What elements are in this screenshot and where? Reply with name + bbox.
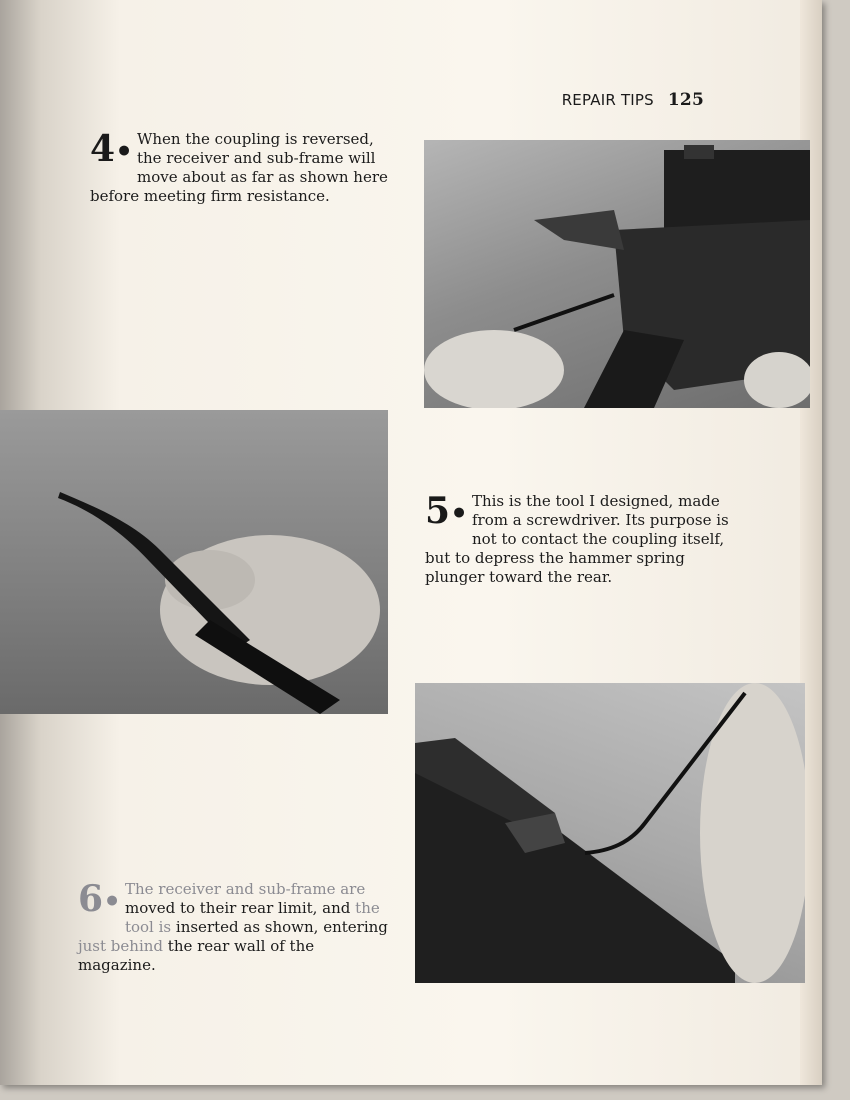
step-6-text: The receiver and sub-frame are moved to their rear limit, and the tool is inserted as shown, entering just behind the rear wall of the magazine. — [78, 880, 388, 974]
photo-tool-inserted — [415, 683, 805, 983]
section-title: REPAIR TIPS — [561, 91, 654, 109]
step-5-text: This is the tool I designed, made from a screwdriver. Its purpose is not to contact the coupling itself, but to depress the hammer spring plunger toward the rear. — [425, 492, 729, 586]
photo-receiver-subframe — [424, 140, 810, 408]
step-6-caption — [78, 880, 388, 975]
step-6-number: 6• — [78, 878, 121, 920]
photo-custom-tool — [0, 410, 388, 714]
step-5-caption — [425, 492, 735, 587]
step-4-text: When the coupling is reversed, the receiver and sub-frame will move about as far as shown here before meeting firm resistance. — [90, 130, 388, 205]
step-4-number: 4• — [90, 128, 133, 170]
running-header — [562, 90, 704, 110]
page-number: 125 — [667, 90, 704, 110]
step-5-number: 5• — [425, 490, 468, 532]
step-4-caption — [90, 130, 400, 206]
